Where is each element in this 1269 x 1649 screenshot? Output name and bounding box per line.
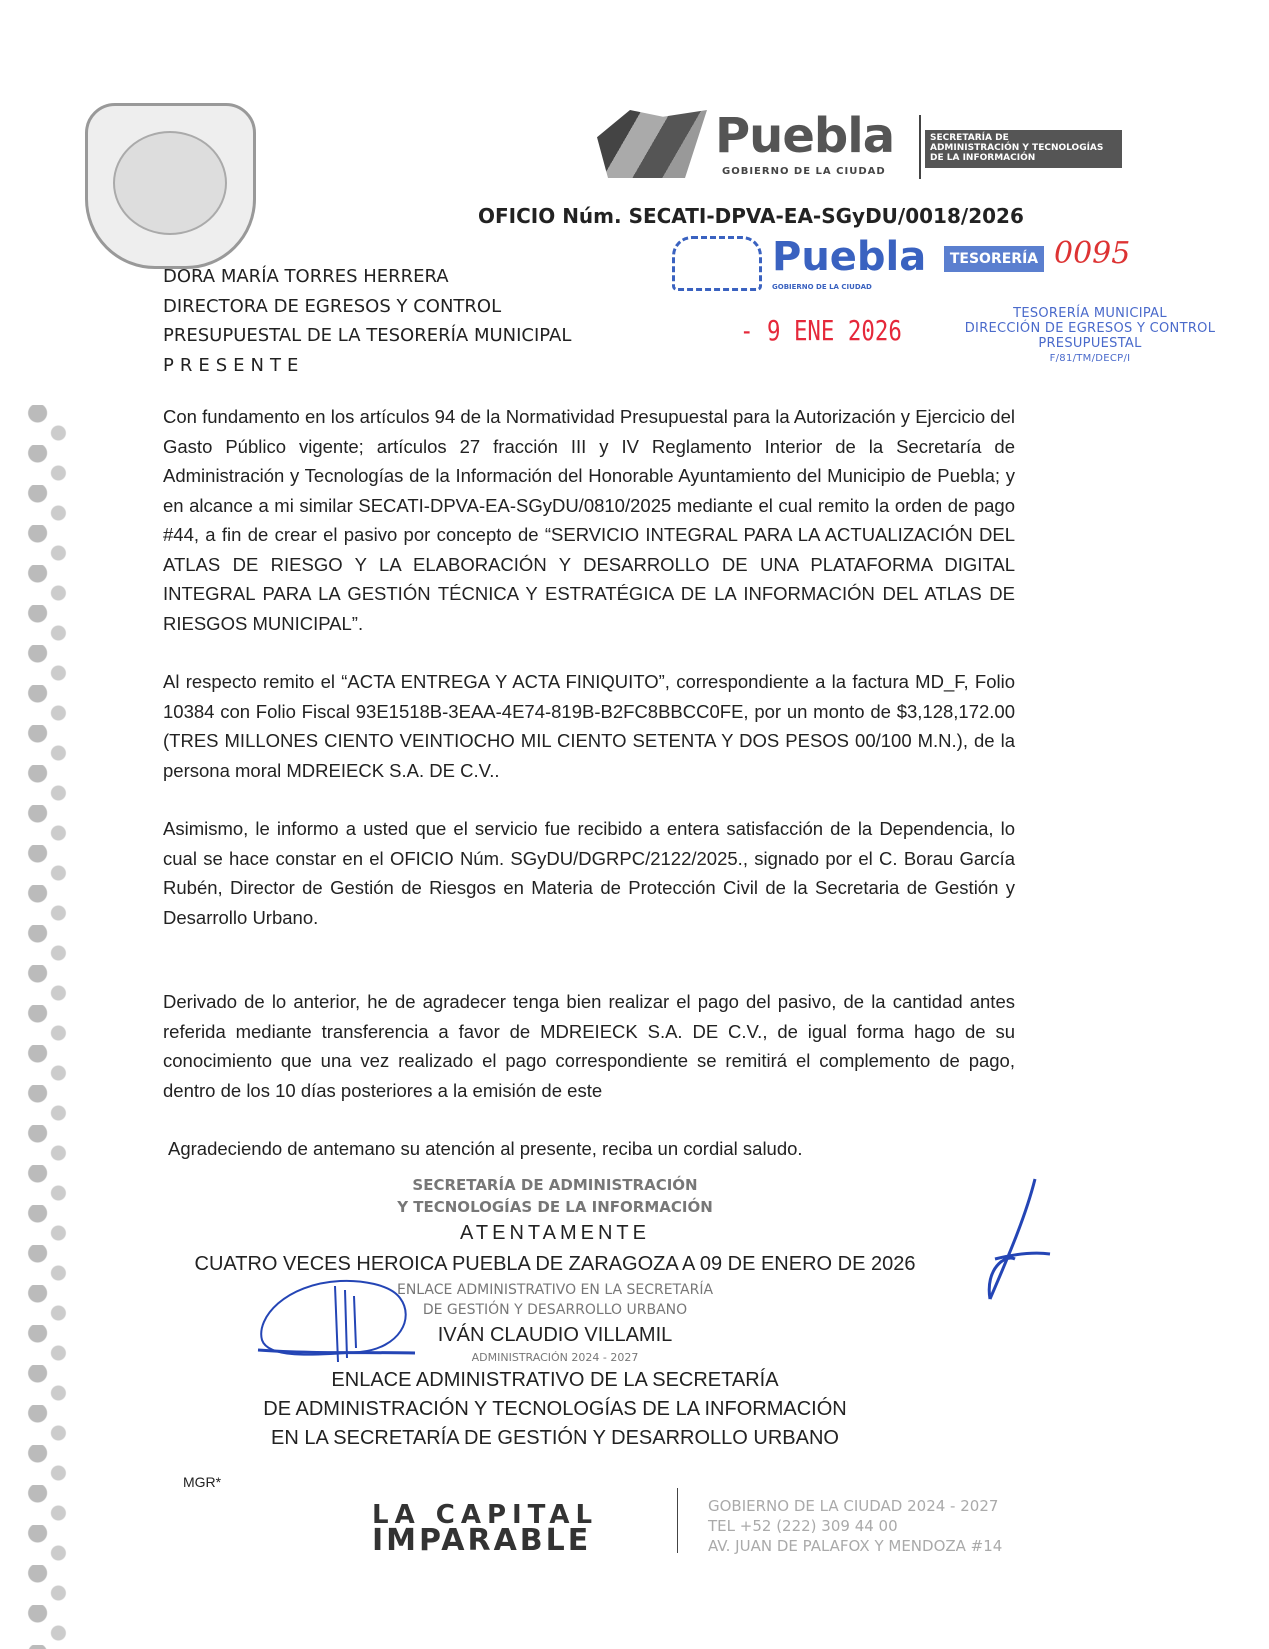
recipient-name: DORA MARÍA TORRES HERRERA [163, 266, 449, 287]
signer-name: IVÁN CLAUDIO VILLAMIL [437, 1323, 673, 1346]
typist-initials: MGR* [183, 1474, 222, 1490]
received-date-stamp: - 9 ENE 2026 [740, 314, 902, 347]
footer-divider [677, 1488, 678, 1553]
la-capital-imparable-logo [372, 1500, 599, 1558]
footer-gov: GOBIERNO DE LA CIUDAD 2024 - 2027 [708, 1497, 999, 1515]
letter-body [163, 402, 1015, 1454]
body-paragraph: Asimismo, le informo a usted que el servicio fue recibido a entera satisfacción de la Dependencia, lo cual se hace constar en el OFICIO Núm. SGyDU/DGRPC/2122/2025., signado por el C. Borau García Rubén, Director de Gestión de Riesgos en Materia de Protección Civil de la Secretaria de Gestión y Desarrollo Urbano. [163, 818, 1015, 928]
signer-title: EN LA SECRETARÍA DE GESTIÓN Y DESARROLLO URBANO [271, 1426, 839, 1449]
presente: PRESENTE [163, 354, 305, 376]
oficio-number: OFICIO Núm. SECATI-DPVA-EA-SGyDU/0018/2026 [478, 204, 1024, 228]
stamp-mark-icon [672, 236, 762, 291]
office-stamp-line: PRESUPUESTAL [1038, 336, 1142, 351]
atentamente: ATENTAMENTE [460, 1221, 650, 1244]
office-stamp-line: TESORERÍA MUNICIPAL [1013, 306, 1167, 321]
logo-secretaria-box [925, 130, 1122, 168]
municipal-coat-of-arms [85, 103, 256, 269]
recipient-title: PRESUPUESTAL DE LA TESORERÍA MUNICIPAL [163, 325, 572, 346]
stamp-sub: GOBIERNO DE LA CIUDAD [772, 283, 872, 291]
seal-stamp-line: SECRETARÍA DE ADMINISTRACIÓN [412, 1175, 698, 1194]
decorative-border [22, 405, 74, 1649]
logo-mark-icon [597, 110, 707, 178]
body-paragraph: Al respecto remito el “ACTA ENTREGA Y ACTA FINIQUITO”, correspondiente a la factura MD_F, Folio 10384 con Folio Fiscal 93E1518B-3EAA-4E74-819B-B2FC8BBCC0FE, por un monto de $3,128,172.00 (TRES MILLONES CIENTO VEINTIOCHO MIL CIENTO SETENTA Y DOS PESOS 00/100 M.N.), de la persona moral MDREIECK S.A. DE C.V.. [163, 671, 1015, 781]
stamp-word: Puebla [772, 234, 927, 280]
footer-contact [708, 1496, 1002, 1556]
seal-stamp-line: DE GESTIÓN Y DESARROLLO URBANO [422, 1301, 688, 1318]
body-paragraph: Derivado de lo anterior, he de agradecer tenga bien realizar el pago del pasivo, de la cantidad antes referida mediante transferencia a favor de MDREIECK S.A. DE C.V., de igual forma hago de su conocimiento que una vez realizado el pago correspondiente se remitirá el complemento de pago, dentro de los 10 días posteriores a la emisión de este [163, 991, 1015, 1101]
seal-stamp-line: ENLACE ADMINISTRATIVO EN LA SECRETARÍA [396, 1281, 714, 1298]
seal-stamp-line: Y TECNOLOGÍAS DE LA INFORMACIÓN [397, 1197, 713, 1216]
logo-box-line: ADMINISTRACIÓN Y TECNOLOGÍAS [930, 143, 1104, 153]
tesoreria-received-stamp [672, 234, 1044, 294]
slogan-line: LA CAPITAL [372, 1500, 599, 1530]
handwritten-folio: 0095 [1054, 236, 1131, 271]
tesoreria-office-stamp [925, 306, 1255, 366]
handwritten-initials [975, 1174, 1065, 1304]
seal-stamp-line: ADMINISTRACIÓN 2024 - 2027 [471, 1350, 639, 1364]
footer-address: AV. JUAN DE PALAFOX Y MENDOZA #14 [708, 1537, 1003, 1555]
logo-word: Puebla [715, 108, 895, 164]
logo-sub: GOBIERNO DE LA CIUDAD [722, 166, 886, 177]
office-stamp-code: F/81/TM/DECP/I [1049, 353, 1131, 364]
puebla-secati-logo [597, 110, 1122, 180]
signature-block [0, 1174, 1269, 1454]
stamp-box: TESORERÍA [944, 246, 1044, 272]
body-paragraph: Con fundamento en los artículos 94 de la Normatividad Presupuestal para la Autorización y Ejercicio del Gasto Público vigente; artículos 27 fracción III y IV Reglamento Interior de la Secretaría de Administración y Tecnologías de la Información del Honorable Ayuntamiento del Municipio de Puebla; y en alcance a mi similar SECATI-DPVA-EA-SGyDU/0810/2025 mediante el cual remito la orden de pago #44, a fin de crear el pasivo por concepto de “SERVICIO INTEGRAL PARA LA ACTUALIZACIÓN DEL ATLAS DE RIESGO Y LA ELABORACIÓN Y DESARROLLO DE UNA PLATAFORMA DIGITAL INTEGRAL PARA LA GESTIÓN TÉCNICA Y ESTRATÉGICA DE LA INFORMACIÓN DEL ATLAS DE RIESGOS MUNICIPAL”. [163, 406, 1015, 634]
logo-divider [919, 115, 921, 179]
logo-box-line: SECRETARÍA DE [930, 133, 1009, 143]
recipient-block [163, 262, 571, 380]
place-date: CUATRO VECES HEROICA PUEBLA DE ZARAGOZA A 09 DE ENERO DE 2026 [194, 1252, 916, 1275]
handwritten-signature [250, 1278, 420, 1364]
office-stamp-line: DIRECCIÓN DE EGRESOS Y CONTROL [964, 321, 1216, 336]
signer-title: ENLACE ADMINISTRATIVO DE LA SECRETARÍA [331, 1368, 779, 1391]
closing-line: Agradeciendo de antemano su atención al presente, reciba un cordial saludo. [168, 1138, 803, 1159]
logo-box-line: DE LA INFORMACIÓN [930, 153, 1036, 163]
footer-tel: TEL +52 (222) 309 44 00 [708, 1517, 898, 1535]
signer-title: DE ADMINISTRACIÓN Y TECNOLOGÍAS DE LA INFORMACIÓN [263, 1397, 847, 1420]
recipient-title: DIRECTORA DE EGRESOS Y CONTROL [163, 295, 502, 317]
slogan-line: IMPARABLE [372, 1523, 592, 1558]
